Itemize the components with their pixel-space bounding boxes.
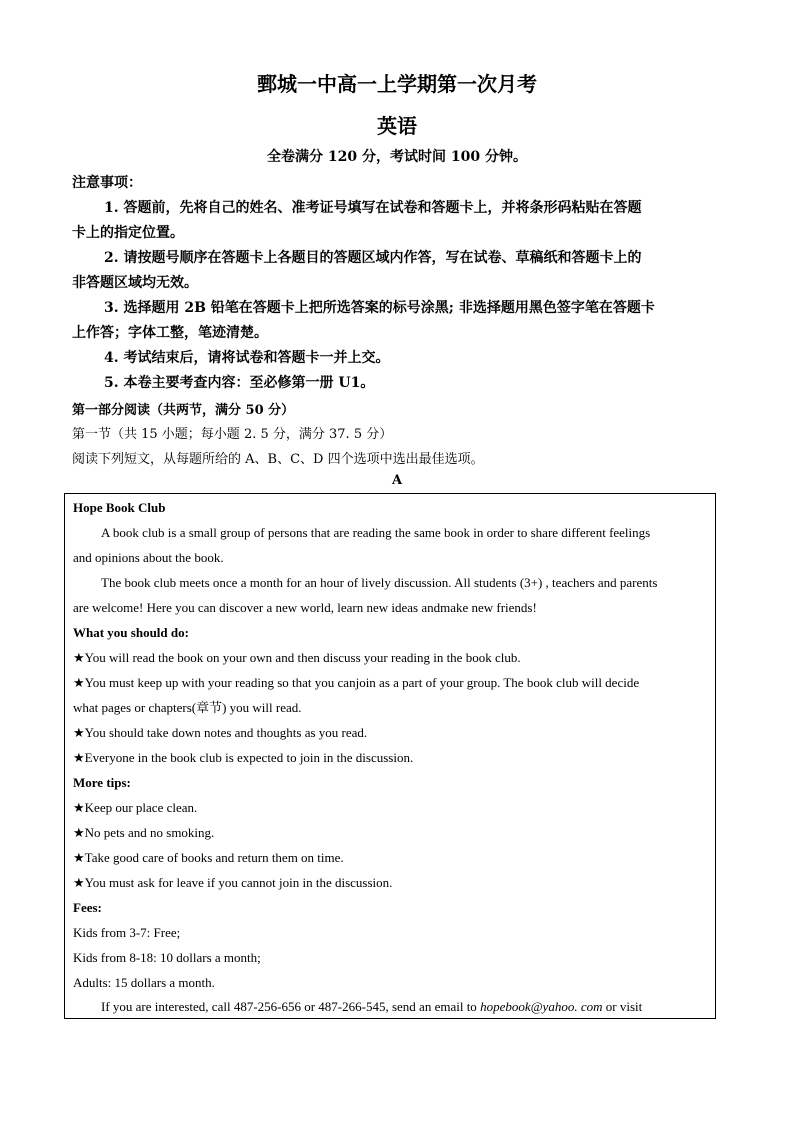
part-title: 第一部分阅读（共两节，满分 50 分） [72,403,295,418]
passage-box [64,493,716,1019]
note-line-5: 5. 本卷主要考查内容：至必修第一册 U1。 [104,375,375,391]
note-line-1-cont: 卡上的指定位置。 [72,225,184,241]
paragraph-2-line-2: are welcome! Here you can discover a new world, learn new ideas andmake new friends! [73,600,537,615]
should-item-3: ★You should take down notes and thoughts as you read. [73,725,368,740]
fee-item-1: Kids from 3-7: Free; [73,925,181,940]
should-item-2-cont: what pages or chapters(章节) you will read. [73,700,302,715]
paragraph-2-line-1: The book club meets once a month for an hour of lively discussion. All students (3+) , teachers and parents [101,575,658,590]
contact-text-end: or visit [602,999,643,1014]
exam-title: 鄄城一中高一上学期第一次月考 [257,72,537,96]
subject-title: 英语 [377,114,417,138]
note-line-2-cont: 非答题区域均无效。 [72,275,198,291]
passage-letter: A [391,473,403,488]
should-item-4: ★Everyone in the book club is expected to join in the discussion. [73,750,414,765]
note-line-4: 4. 考试结束后，请将试卷和答题卡一并上交。 [104,350,390,366]
fees-heading: Fees: [73,900,102,915]
section-instruction: 阅读下列短文，从每题所给的 A、B、C、D 四个选项中选出最佳选项。 [72,452,484,467]
fee-item-3: Adults: 15 dollars a month. [73,975,215,990]
paragraph-1-line-1: A book club is a small group of persons that are reading the same book in order to share different feelings [101,525,651,540]
contact-text: If you are interested, call 487-256-656 or 487-266-545, send an email to [101,999,481,1014]
tip-item-1: ★Keep our place clean. [73,800,198,815]
exam-info: 全卷满分 120 分，考试时间 100 分钟。 [267,149,527,165]
note-line-3: 3. 选择题用 2B 铅笔在答题卡上把所选答案的标号涂黑; 非选择题用黑色签字笔在答题卡 [104,300,655,316]
note-line-1: 1. 答题前，先将自己的姓名、准考证号填写在试卷和答题卡上，并将条形码粘贴在答题 [104,200,642,216]
should-item-1: ★You will read the book on your own and then discuss your reading in the book club. [73,650,521,665]
fee-item-2: Kids from 8-18: 10 dollars a month; [73,950,261,965]
tips-heading: More tips: [73,775,131,790]
section-title: 第一节（共 15 小题；每小题 2. 5 分，满分 37. 5 分） [72,427,393,442]
should-heading: What you should do: [73,625,189,640]
paragraph-1-line-2: and opinions about the book. [73,550,224,565]
contact-line [101,999,709,1015]
tip-item-4: ★You must ask for leave if you cannot join in the discussion. [73,875,393,890]
note-line-3-cont: 上作答；字体工整，笔迹清楚。 [72,325,268,341]
tip-item-3: ★Take good care of books and return them on time. [73,850,344,865]
notes-heading: 注意事项： [72,175,142,191]
tip-item-2: ★No pets and no smoking. [73,825,215,840]
passage-title: Hope Book Club [73,500,166,515]
should-item-2: ★You must keep up with your reading so that you canjoin as a part of your group. The book club will decide [73,675,640,690]
note-line-2: 2. 请按题号顺序在答题卡上各题目的答题区域内作答，写在试卷、草稿纸和答题卡上的 [104,250,642,266]
contact-email: hopebook@yahoo. com [480,999,603,1014]
